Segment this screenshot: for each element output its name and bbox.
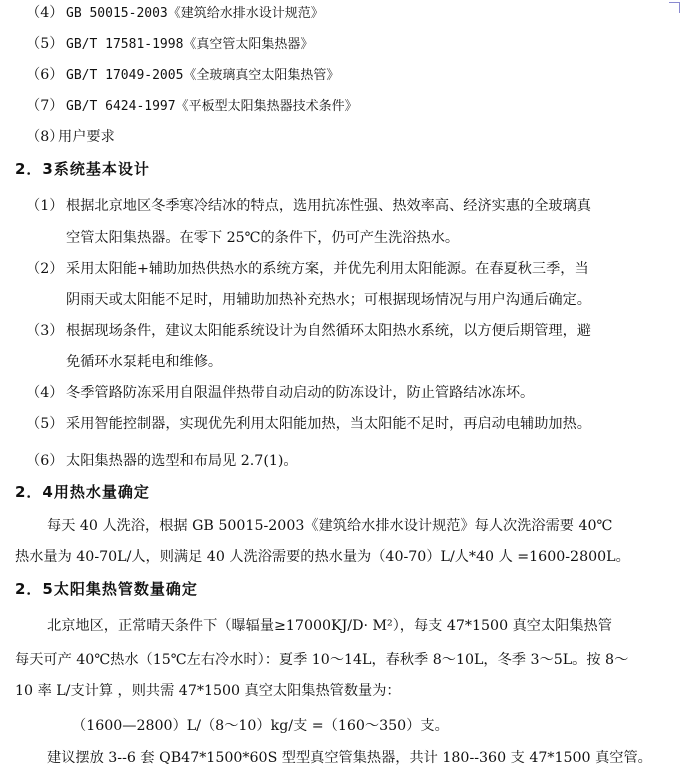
standard-item-8 (26, 127, 115, 147)
corner-mark (669, 2, 680, 13)
item-number: （4） (26, 5, 64, 21)
item-number: （2） (26, 261, 64, 277)
item-number: （5） (26, 36, 64, 52)
standard-item-4 (26, 3, 324, 23)
item-number: （3） (26, 323, 64, 339)
section-heading-2-4: 2．4用热水量确定 (15, 483, 150, 501)
item-number: （8） (26, 129, 64, 145)
design-item-5: （5） 采用智能控制器，实现优先利用太阳能加热，当太阳能不足时，再启动电辅助加热。 (26, 416, 591, 432)
standard-item-6 (26, 65, 339, 85)
design-item-2-line1: （2） 采用太阳能+辅助加热供热水的系统方案，并优先利用太阳能源。在春夏秋三季，当 (26, 261, 589, 277)
hot-water-paragraph-line2: 热水量为 40-70L/人，则满足 40 人洗浴需要的热水量为（40-70）L/人*40 人 =1600-2800L。 (15, 549, 630, 565)
design-item-3-line2: 免循环水泵耗电和维修。 (66, 354, 223, 370)
collector-formula: （1600—2800）L/（8～10）kg/支 =（160～350）支。 (72, 718, 449, 734)
standard-text: GB/T 17049-2005《全玻璃真空太阳集热管》 (66, 68, 340, 83)
design-item-3-line1: （3） 根据现场条件，建议太阳能系统设计为自然循环太阳热水系统，以方便后期管理，避 (26, 323, 591, 339)
hot-water-paragraph-line1: 每天 40 人洗浴，根据 GB 50015-2003《建筑给水排水设计规范》每人次洗浴需要 40℃ (47, 518, 613, 534)
standard-text: 用户要求 (58, 129, 115, 145)
design-item-6: （6） 太阳集热器的选型和布局见 2.7(1)。 (26, 453, 298, 469)
section-heading-2-5: 2．5太阳集热管数量确定 (15, 580, 198, 598)
item-number: （4） (26, 385, 64, 401)
standard-item-5 (26, 34, 313, 54)
item-number: （7） (26, 98, 64, 114)
standard-text: GB/T 17581-1998《真空管太阳集热器》 (66, 37, 314, 52)
standard-item-7 (26, 96, 358, 116)
design-item-2-line2: 阴雨天或太阳能不足时，用辅助加热补充热水；可根据现场情况与用户沟通后确定。 (66, 292, 591, 308)
standard-text: GB/T 6424-1997《平板型太阳集热器技术条件》 (66, 99, 358, 114)
design-item-4: （4） 冬季管路防冻采用自限温伴热带自动启动的防冻设计，防止管路结冰冻坏。 (26, 385, 535, 401)
item-number: （6） (26, 453, 64, 469)
standard-text: GB 50015-2003《建筑给水排水设计规范》 (66, 6, 324, 21)
collector-paragraph-line1: 北京地区，正常晴天条件下（曝辐量≥17000KJ/D· M²），每支 47*1500 真空太阳集热管 (47, 618, 612, 634)
item-number: （5） (26, 416, 64, 432)
design-item-1-line1: （1） 根据北京地区冬季寒冷结冰的特点，选用抗冻性强、热效率高、经济实惠的全玻璃真 (26, 198, 591, 214)
section-heading-2-3: 2．3系统基本设计 (15, 160, 150, 178)
collector-paragraph-line2: 每天可产 40℃热水（15℃左右冷水时）：夏季 10～14L，春秋季 8～10L，冬季 3～5L。按 8～ (15, 652, 629, 668)
collector-paragraph-line3: 10 率 L/支计算 ，则共需 47*1500 真空太阳集热管数量为： (15, 683, 401, 699)
item-number: （1） (26, 198, 64, 214)
design-item-1-line2: 空管太阳集热器。在零下 25℃的条件下，仍可产生洗浴热水。 (66, 230, 460, 246)
collector-paragraph-line4: 建议摆放 3--6 套 QB47*1500*60S 型型真空管集热器，共计 180--360 支 47*1500 真空管。 (47, 750, 652, 766)
item-number: （6） (26, 67, 64, 83)
